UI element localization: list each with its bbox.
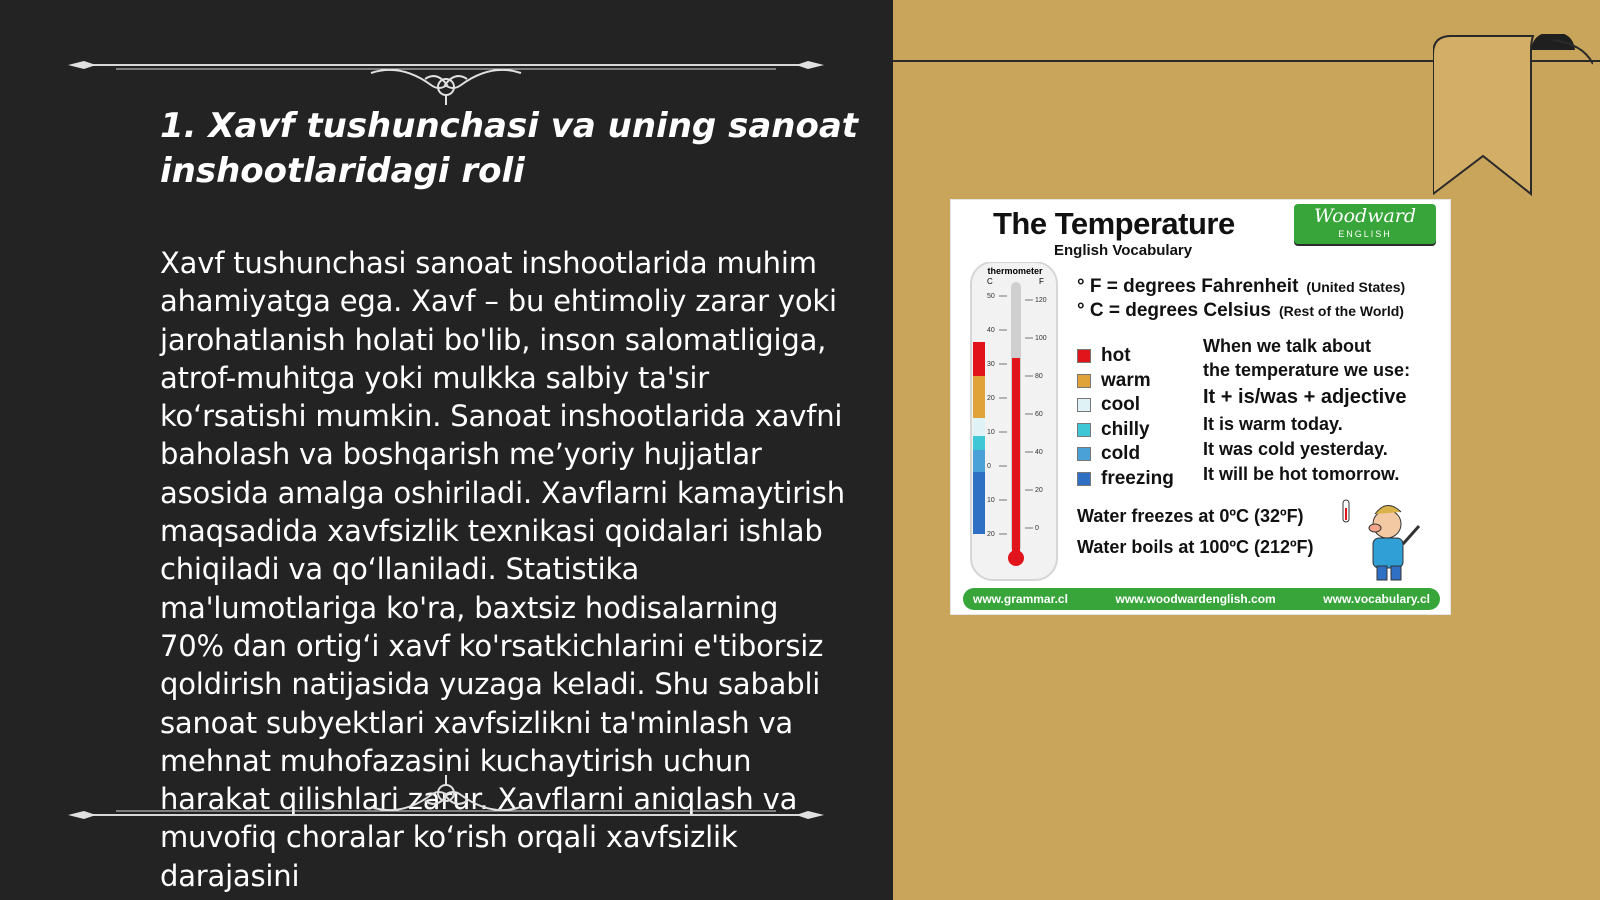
fahrenheit-tick-label: 40: [1035, 449, 1043, 456]
fahrenheit-tick-label: 120: [1035, 297, 1047, 304]
legend-label: chilly: [1101, 418, 1150, 440]
usage-intro-1: When we talk about: [1203, 336, 1372, 356]
fahrenheit-tick-label: 100: [1035, 335, 1047, 342]
celsius-tick-label: 50: [987, 293, 995, 300]
celsius-tick-label: 40: [987, 327, 995, 334]
fahrenheit-tick-label: 20: [1035, 487, 1043, 494]
brand-name: Woodward: [1313, 205, 1417, 227]
fahrenheit-tick-label: 80: [1035, 373, 1043, 380]
footer-links-bar: [963, 588, 1440, 610]
celsius-tick-label: 20: [987, 531, 995, 538]
celsius-tick-label: 0: [987, 463, 991, 470]
ornament-divider-bottom: [66, 775, 826, 825]
celsius-tick-label: 20: [987, 395, 995, 402]
usage-intro-2: the temperature we use:: [1203, 360, 1411, 380]
example-3: It will be hot tomorrow.: [1203, 464, 1400, 484]
legend-item: [1077, 369, 1174, 394]
celsius-text: ° C = degrees Celsius: [1077, 300, 1271, 321]
thermometer-label: thermometer: [987, 266, 1043, 276]
temperature-legend: [1077, 344, 1174, 491]
footer-link-vocabulary: www.vocabulary.cl: [1323, 592, 1430, 606]
legend-swatch: [1077, 374, 1091, 388]
celsius-definition: [1077, 300, 1404, 322]
legend-item: [1077, 393, 1174, 418]
bookmark-icon: [1433, 34, 1593, 204]
cartoon-man-icon: [1339, 496, 1429, 582]
celsius-tick-label: 10: [987, 429, 995, 436]
fahrenheit-text: ° F = degrees Fahrenheit: [1077, 276, 1299, 297]
celsius-tick-label: 10: [987, 497, 995, 504]
legend-label: cool: [1101, 394, 1141, 416]
thermometer-icon: [969, 262, 1069, 582]
example-1: It is warm today.: [1203, 414, 1343, 434]
fahrenheit-definition: [1077, 276, 1405, 298]
brand-subtitle: ENGLISH: [1338, 229, 1392, 239]
boiling-fact: Water boils at 100ºC (212ºF): [1077, 537, 1314, 557]
legend-label: hot: [1101, 345, 1131, 367]
usage-formula: It + is/was + adjective: [1203, 386, 1407, 408]
celsius-tick-label: 30: [987, 361, 995, 368]
celsius-letter: C: [987, 277, 993, 286]
footer-link-grammar: www.grammar.cl: [973, 592, 1068, 606]
temperature-vocabulary-image: [951, 200, 1450, 614]
footer-link-woodward: www.woodwardenglish.com: [1115, 592, 1276, 606]
example-2: It was cold yesterday.: [1203, 439, 1388, 459]
fahrenheit-note: (United States): [1306, 279, 1406, 295]
legend-item: [1077, 442, 1174, 467]
fahrenheit-letter: F: [1039, 277, 1044, 286]
legend-swatch: [1077, 447, 1091, 461]
slide-title: 1. Xavf tushunchasi va uning sanoat inshootlaridagi roli: [160, 106, 859, 191]
legend-swatch: [1077, 349, 1091, 363]
card-title: The Temperature: [993, 206, 1235, 241]
celsius-note: (Rest of the World): [1279, 303, 1404, 319]
freezing-fact: Water freezes at 0ºC (32ºF): [1077, 506, 1304, 526]
brand-logo: [1294, 204, 1436, 244]
ornament-divider-top: [66, 55, 826, 105]
legend-label: warm: [1101, 369, 1151, 391]
legend-item: [1077, 344, 1174, 369]
slide-body-text: Xavf tushunchasi sanoat inshootlarida muhim ahamiyatga ega. Xavf – bu ehtimoliy zarar yoki jarohatlanish holati bo'lib, inson salomatligiga, atrof-muhitga yoki mulkka salbiy ta'sir ko‘rsatishi mumkin. Sanoat inshootlarida xavfni baholash va boshqarish me’yoriy hujjatlar asosida amalga oshiriladi. Xavflarni kamaytirish maqsadida xavfsizlik texnikasi qoidalari ishlab chiqiladi va qo‘llaniladi. Statistika ma'lumotlariga ko'ra, baxtsiz hodisalarning 70% dan ortig‘i xavf ko'rsatkichlarini e'tiborsiz qoldirish natijasida yuzaga keladi. Shu sababli sanoat subyektlari xavfsizlikni ta'minlash va mehnat muhofazasini kuchaytirish uchun harakat qilishlari zarur. Xavflarni aniqlash va muvofiq choralar ko‘rish orqali xavfsizlik darajasini: [160, 246, 845, 893]
fahrenheit-tick-label: 60: [1035, 411, 1043, 418]
legend-swatch: [1077, 398, 1091, 412]
card-subtitle: English Vocabulary: [1054, 242, 1193, 259]
fahrenheit-tick-label: 0: [1035, 525, 1039, 532]
legend-label: freezing: [1101, 467, 1174, 489]
legend-item: [1077, 467, 1174, 492]
legend-label: cold: [1101, 443, 1141, 465]
legend-swatch: [1077, 472, 1091, 486]
legend-item: [1077, 418, 1174, 443]
legend-swatch: [1077, 423, 1091, 437]
